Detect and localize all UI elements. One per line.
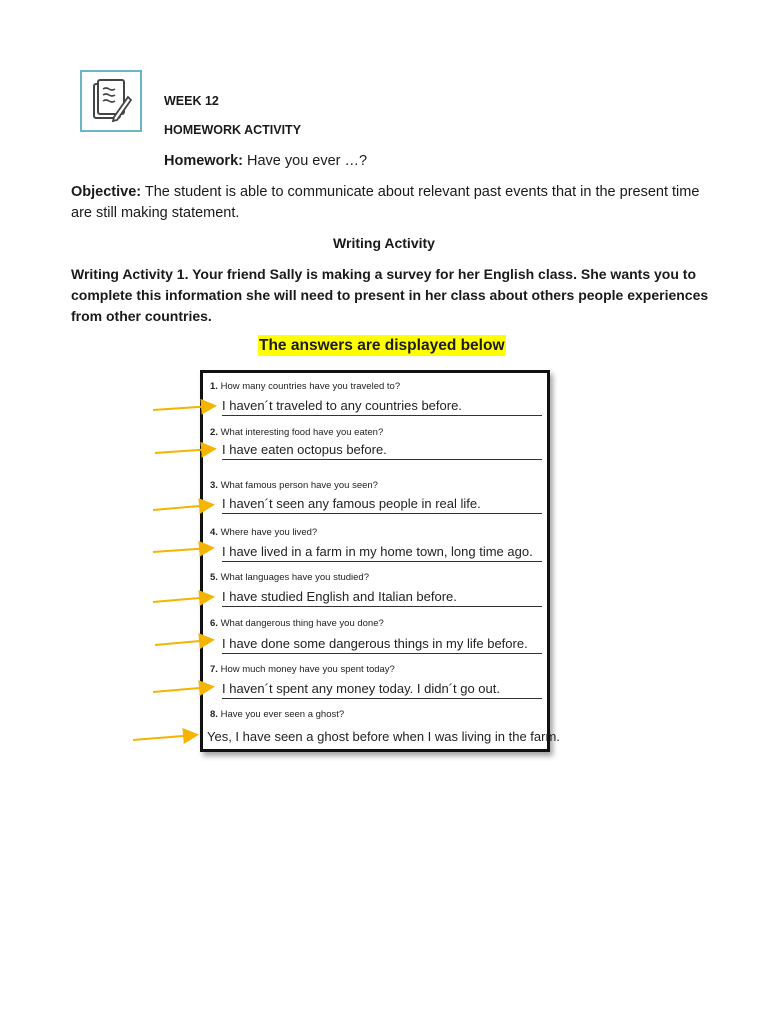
question-text: What interesting food have you eaten?: [220, 427, 384, 438]
answer-4: I have lived in a farm in my home town, long time ago.: [222, 544, 542, 562]
answer-7: I haven´t spent any money today. I didn´t go out.: [222, 681, 542, 699]
homework-activity-label: HOMEWORK ACTIVITY: [164, 123, 302, 137]
question-text: Where have you lived?: [220, 527, 318, 538]
question-5: [210, 572, 369, 583]
question-6: [210, 618, 384, 629]
question-number: 7.: [210, 664, 218, 675]
question-number: 5.: [210, 572, 218, 583]
homework-line: [164, 153, 367, 169]
survey-worksheet: [200, 370, 560, 752]
question-text: Have you ever seen a ghost?: [220, 709, 345, 720]
answer-5: I have studied English and Italian before.: [222, 589, 542, 607]
question-number: 1.: [210, 381, 218, 392]
answer-1: I haven´t traveled to any countries before.: [222, 398, 542, 416]
answer-2: I have eaten octopus before.: [222, 442, 542, 460]
question-1: [210, 381, 400, 392]
question-number: 3.: [210, 480, 218, 491]
week-label: WEEK 12: [164, 94, 219, 108]
answer-8: Yes, I have seen a ghost before when I was living in the farm.: [207, 729, 560, 744]
question-2: [210, 427, 383, 438]
question-number: 2.: [210, 427, 218, 438]
homework-label: Homework:: [164, 153, 243, 169]
question-text: What dangerous thing have you done?: [220, 618, 384, 629]
notepad-pen-icon: [80, 70, 142, 132]
question-8: [210, 709, 344, 720]
question-7: [210, 664, 395, 675]
question-text: How much money have you spent today?: [220, 664, 395, 675]
answer-6: I have done some dangerous things in my life before.: [222, 636, 542, 654]
question-number: 8.: [210, 709, 218, 720]
question-text: How many countries have you traveled to?: [220, 381, 401, 392]
writing-activity-heading: Writing Activity: [333, 235, 435, 251]
objective-paragraph: [71, 182, 711, 224]
question-number: 4.: [210, 527, 218, 538]
objective-label: Objective:: [71, 184, 142, 200]
question-text: What languages have you studied?: [220, 572, 369, 583]
question-text: What famous person have you seen?: [220, 480, 378, 491]
answer-3: I haven´t seen any famous people in real life.: [222, 496, 542, 514]
question-number: 6.: [210, 618, 218, 629]
answers-banner: The answers are displayed below: [259, 337, 505, 354]
question-3: [210, 480, 378, 491]
homework-text: Have you ever …?: [242, 153, 368, 169]
objective-text: The student is able to communicate about relevant past events that in the present time are still making statement.: [71, 184, 700, 221]
arrow-to-answer-8: [133, 735, 195, 740]
writing-activity-1-instructions: Writing Activity 1. Your friend Sally is making a survey for her English class. She wants you to complete this information she will need to present in her class about others people experiences from other countries.: [71, 266, 709, 324]
question-4: [210, 527, 317, 538]
